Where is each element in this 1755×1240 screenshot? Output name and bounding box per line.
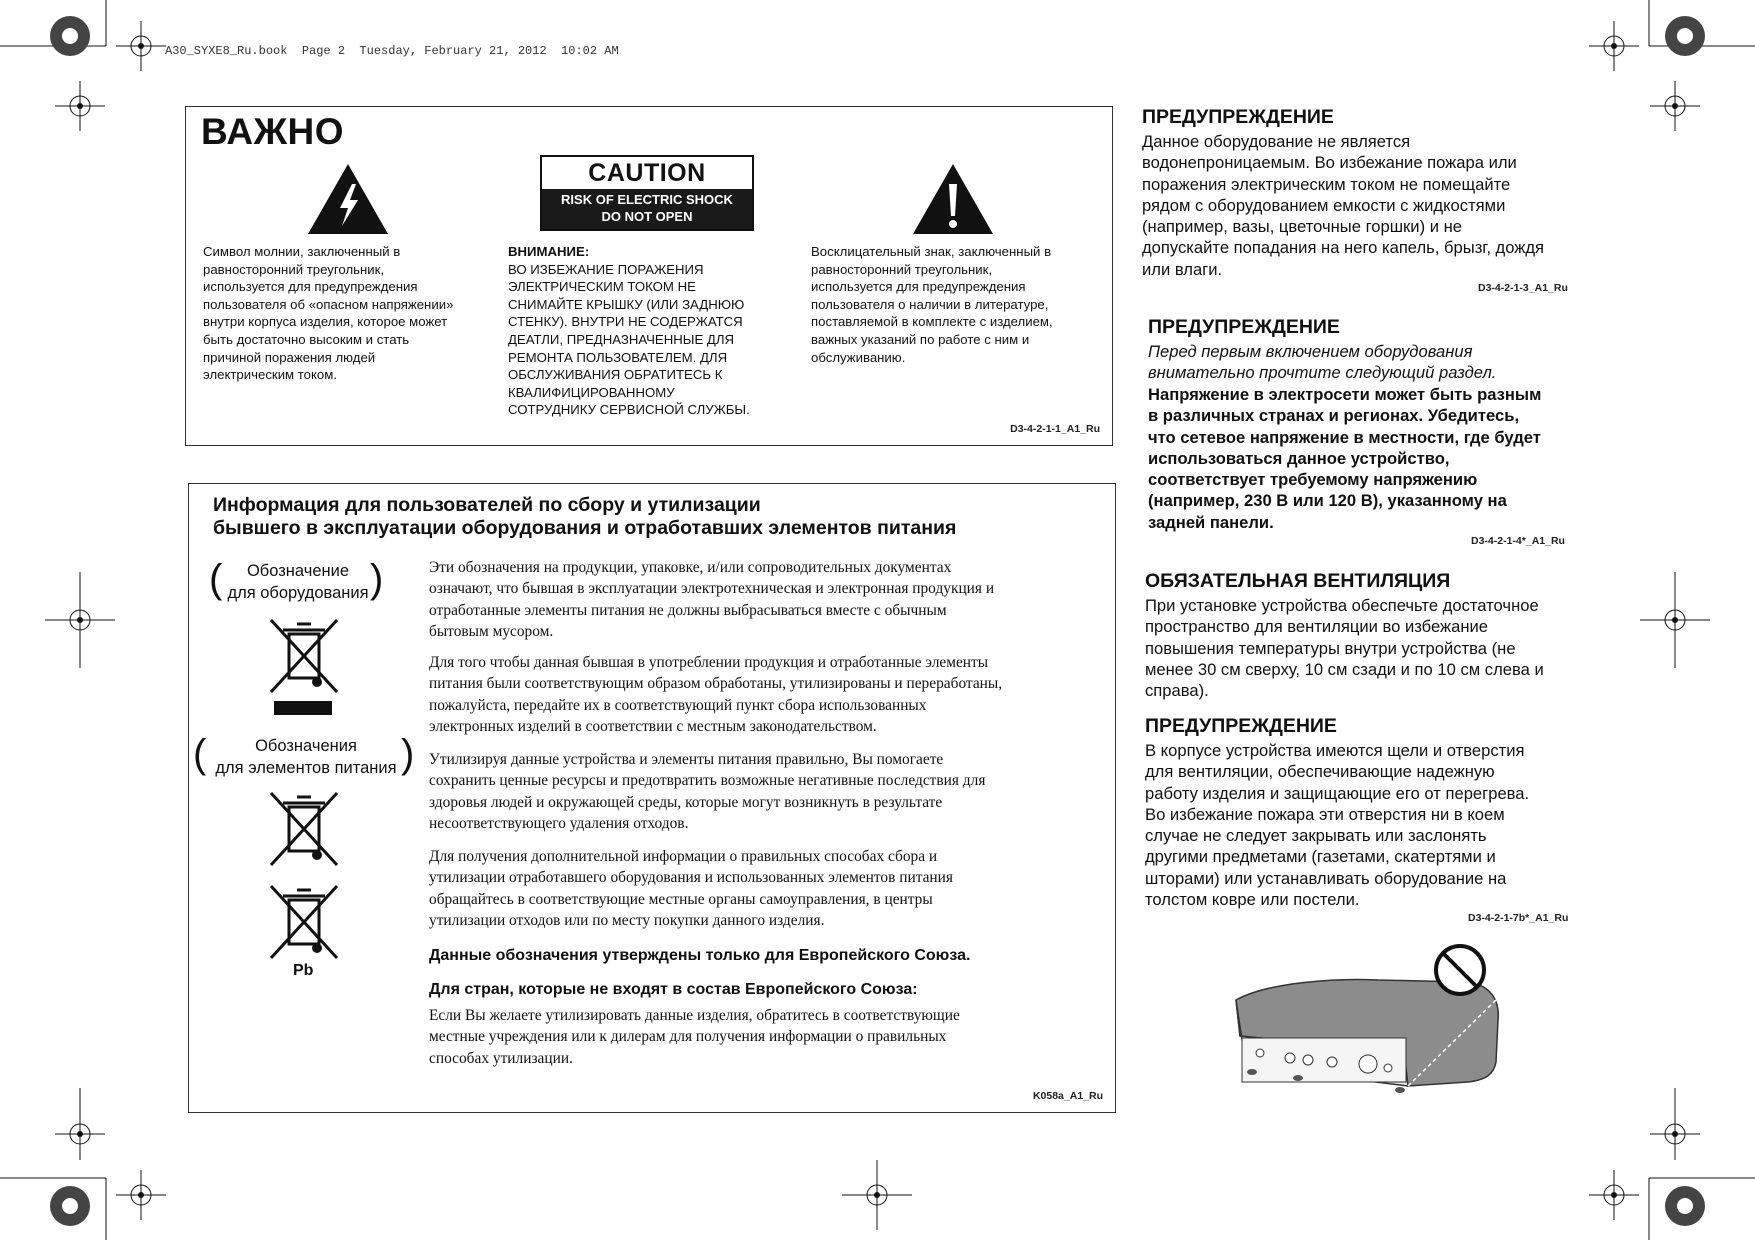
black-bar bbox=[274, 701, 332, 715]
warning-1-text: Данное оборудование не является водонепроницаемым. Во избежание пожара или поражения электрическим током не помещайте рядом с оборудованием емкости с жидкостями (например, вазы, цветочные горшки) и не допускайте попадания на него капель, брызг, дождя или влаги. bbox=[1142, 132, 1545, 279]
warning-2-text: Напряжение в электросети может быть разным в различных странах и регионах. Убедитесь, что сетевое напряжение в местности, где будет использоваться данное устройство, соответствует требуемому напряжению (например, 230 В или 120 В), указанному на задней панели. bbox=[1148, 385, 1542, 532]
ventilation-text: При установке устройства обеспечьте достаточное пространство для вентиляции во избежание повышения температуры внутри устройства (не менее 30 см сверху, 10 см сзади и по 10 см слева и справа). bbox=[1145, 596, 1544, 701]
disposal-paragraph-1: Эти обозначения на продукции, упаковке, и/или сопроводительных документах означают, что бывшая в эксплуатации электротехническая и электронная продукция и отработанные элементы питания не должны выбрасываться вместе с обычным бытовым мусором. bbox=[429, 559, 995, 640]
warning-2-code: D3-4-2-1-4*_A1_Ru bbox=[1471, 535, 1565, 547]
warning-1-heading: ПРЕДУПРЕЖДЕНИЕ bbox=[1142, 106, 1334, 128]
attention-heading: ВНИМАНИЕ: bbox=[508, 244, 590, 259]
exclamation-description: Восклицательный знак, заключенный в равносторонний треугольник, используется для предупреждения пользователя о наличии в литературе, поставляемой в комплекте с изделием, важных указаний по работе с ним и обслуживанию. bbox=[811, 244, 1053, 365]
disposal-box bbox=[188, 483, 1116, 1113]
warning-1-code: D3-4-2-1-3_A1_Ru bbox=[1478, 282, 1568, 294]
eu-only-note: Данные обозначения утверждены только для Европейского Союза. bbox=[429, 947, 971, 964]
crossed-bin-icon-battery bbox=[267, 789, 341, 869]
warning-2-intro: Перед первым включением оборудования внимательно прочтите следующий раздел. bbox=[1148, 342, 1497, 383]
disposal-paragraph-5: Если Вы желаете утилизировать данные изделия, обратитесь в соответствующие местные учреждения или к дилерам для получения информации о правильных способах утилизации. bbox=[429, 1007, 960, 1067]
important-title: ВАЖНО bbox=[201, 111, 345, 152]
important-box bbox=[185, 106, 1113, 446]
caution-subtitle bbox=[542, 189, 752, 229]
warning-4-heading: ПРЕДУПРЕЖДЕНИЕ bbox=[1145, 715, 1337, 737]
non-eu-heading: Для стран, которые не входят в состав Европейского Союза: bbox=[429, 981, 918, 998]
equipment-label: Обозначение для оборудования bbox=[227, 562, 369, 602]
ventilation-heading: ОБЯЗАТЕЛЬНАЯ ВЕНТИЛЯЦИЯ bbox=[1145, 570, 1451, 592]
disposal-code: K058a_A1_Ru bbox=[1032, 1090, 1103, 1102]
exclamation-warning-icon bbox=[911, 162, 995, 236]
caution-line2: DO NOT OPEN bbox=[601, 209, 693, 224]
disposal-paragraph-4: Для получения дополнительной информации о правильных способах сбора и утилизации отработавшего оборудования и использованных элементов питания обращайтесь в соответствующие местные органы самоуправления, в центры утилизации отходов или по месту покупки данного изделия. bbox=[429, 848, 953, 929]
battery-paren-left: ( bbox=[193, 732, 207, 776]
equipment-paren-right: ) bbox=[370, 557, 384, 601]
warning-4-code: D3-4-2-1-7b*_A1_Ru bbox=[1468, 912, 1569, 924]
prohibition-icon bbox=[1436, 946, 1484, 994]
disposal-paragraph-3: Утилизируя данные устройства и элементы питания правильно, Вы помогаете сохранить ценные ресурсы и предотвратить возможные негативные последствия для здоровья людей и окружающей среды, которые могут возникнуть в результате несоответствующего удаления отходов. bbox=[429, 751, 986, 832]
disposal-title: Информация для пользователей по сбору и утилизации бывшего в эксплуатации оборудования и отработавших элементов питания bbox=[213, 494, 957, 539]
battery-paren-right: ) bbox=[401, 732, 415, 776]
file-header-line: A30_SYXE8_Ru.book Page 2 Tuesday, February 21, 2012 10:02 AM bbox=[165, 44, 619, 58]
caution-line1: RISK OF ELECTRIC SHOCK bbox=[561, 192, 733, 207]
covered-amplifier-illustration bbox=[1228, 940, 1508, 1100]
lightning-warning-icon bbox=[306, 162, 390, 236]
warning-2-heading: ПРЕДУПРЕЖДЕНИЕ bbox=[1148, 316, 1340, 338]
disposal-paragraph-2: Для того чтобы данная бывшая в употреблении продукция и отработанные элементы питания были соответствующим образом обработаны, утилизированы и переработаны, пожалуйста, передайте их в соответствующий пункт сбора использованных электронных изделий в соответствии с местным законодательством. bbox=[429, 654, 1003, 735]
caution-label bbox=[540, 155, 754, 231]
battery-label: Обозначения для элементов питания bbox=[215, 737, 397, 777]
amplifier-front-panel bbox=[1242, 1038, 1406, 1082]
important-code: D3-4-2-1-1_A1_Ru bbox=[1010, 423, 1100, 435]
crossed-bin-icon bbox=[267, 616, 341, 696]
attention-description: ВНИМАНИЕ: ВО ИЗБЕЖАНИЕ ПОРАЖЕНИЯ ЭЛЕКТРИЧЕСКИМ ТОКОМ НЕ СНИМАЙТЕ КРЫШКУ (ИЛИ ЗАДНЮЮ СТЕНКУ). ВНУТРИ НЕ СОДЕРЖАТСЯ ДЕАТЛИ, ПРЕДНАЗНАЧЕННЫЕ ДЛЯ РЕМОНТА ПОЛЬЗОВАТЕЛЕМ. ДЛЯ ОБСЛУЖИВАНИЯ ОБРАТИТЕСЬ К КВАЛИФИЦИРОВАННОМУ СОТРУДНИКУ СЕРВИСНОЙ СЛУЖБЫ. bbox=[508, 243, 798, 419]
equipment-paren-left: ( bbox=[209, 557, 223, 601]
caution-title: CAUTION bbox=[588, 159, 706, 187]
crossed-bin-icon-pb bbox=[267, 882, 341, 962]
lightning-description: Символ молнии, заключенный в равносторонний треугольник, используется для предупреждения пользователя об «опасном напряжении» внутри корпуса изделия, которое может быть достаточно высоким и стать причиной поражения людей электрическим током. bbox=[203, 244, 454, 383]
pb-label: Pb bbox=[293, 962, 314, 979]
warning-4-text: В корпусе устройства имеются щели и отверстия для вентиляции, обеспечивающие надежную работу изделия и защищающие его от перегрева. Во избежание пожара эти отверстия ни в коем случае не следует закрывать или заслонять другими предметами (газетами, скатертями и шторами) или устанавливать оборудование на толстом ковре или постели. bbox=[1145, 741, 1530, 910]
